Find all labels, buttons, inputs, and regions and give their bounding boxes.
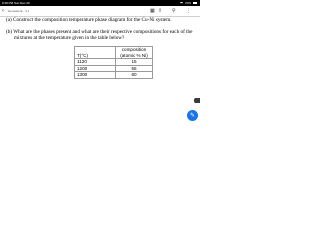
table-row [75, 72, 153, 79]
edit-pencil-icon[interactable]: ✎ [187, 110, 198, 121]
table-row [75, 65, 153, 72]
cell-temp: 1120 [75, 59, 116, 66]
header-temperature: T(°C) [75, 47, 116, 59]
breadcrumb[interactable]: Homework - 4.1 [8, 8, 30, 13]
cell-comp: 60 [116, 72, 153, 79]
cell-comp: 15 [116, 59, 153, 66]
wifi-icon [180, 2, 183, 5]
cell-temp: 1200 [75, 65, 116, 72]
cell-temp: 1300 [75, 72, 116, 79]
composition-table [74, 46, 153, 79]
battery-percent: 70% [184, 1, 191, 5]
header-composition [116, 47, 153, 59]
table-header-row [75, 47, 153, 59]
status-date: Sun Dec 20 [14, 1, 30, 5]
battery-icon [193, 2, 197, 5]
grid-icon[interactable]: ▦ [150, 8, 155, 14]
question-part-b [6, 29, 192, 42]
top-toolbar [0, 6, 200, 17]
share-icon[interactable]: ⇧ [158, 8, 163, 14]
status-time: 9:48 PM [2, 1, 14, 5]
question-part-b-line1: (b) What are the phases present and what are their respective compositions for each of the [6, 29, 193, 35]
more-icon[interactable]: ⋮ [186, 8, 191, 14]
search-icon[interactable]: ⚲ [172, 8, 176, 14]
cell-comp: 55 [116, 65, 153, 72]
header-composition-line2: (atomic % Ni) [120, 52, 148, 58]
back-icon[interactable]: ‹ [2, 8, 4, 14]
header-composition-line1: composition [121, 47, 147, 52]
table-row [75, 59, 153, 66]
question-part-b-line2: mixtures at the temperature given in the table below? [14, 35, 125, 42]
side-panel-handle[interactable] [194, 98, 200, 103]
question-part-a: (a) Construct the composition temperature phase diagram for the Cu-Ni system. [6, 17, 172, 23]
